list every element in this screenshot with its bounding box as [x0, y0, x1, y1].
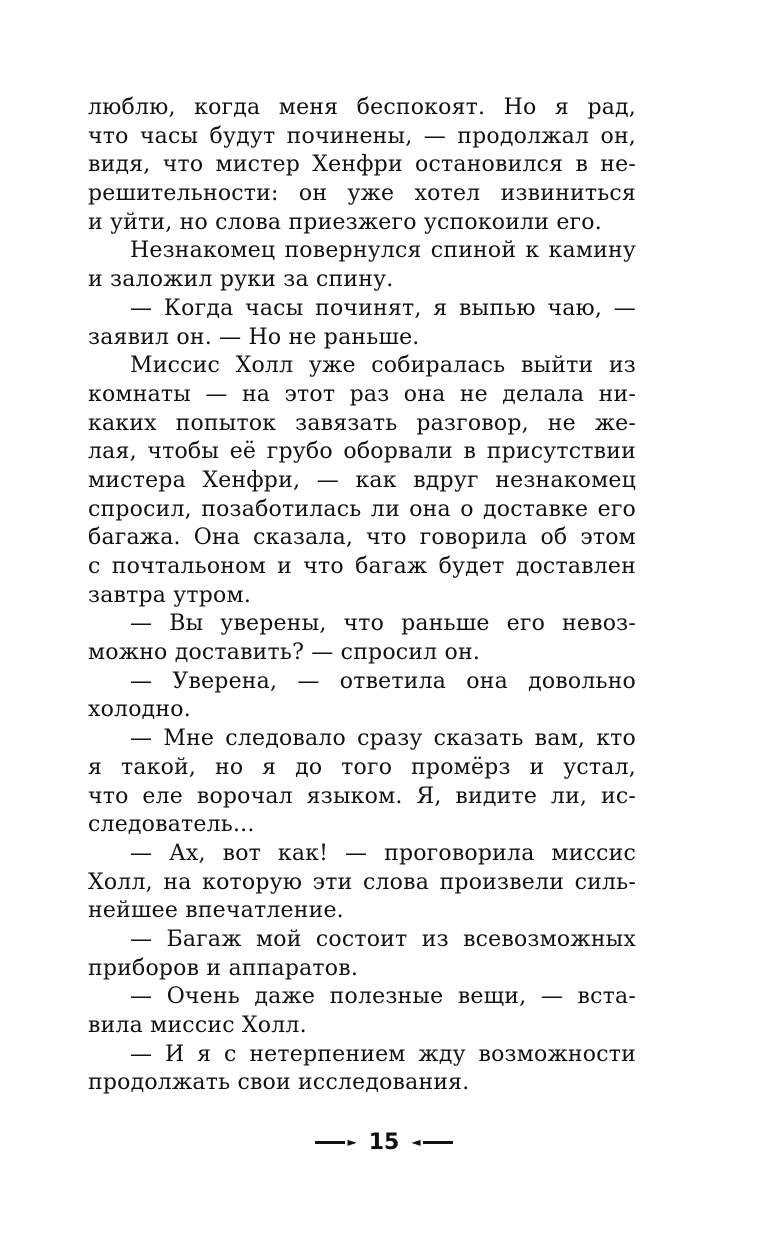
text-line: что еле ворочал языком. Я, видите ли, ис- — [88, 783, 636, 809]
text-line: лая, чтобы её грубо оборвали в присутствии — [88, 439, 636, 465]
text-line: спросил, позаботилась ли она о доставке его — [88, 496, 636, 522]
text-line: — Ах, вот как! — проговорила миссис — [130, 840, 636, 866]
text-line: нейшее впечатление. — [88, 898, 344, 924]
page-footer — [0, 1126, 768, 1158]
text-line: видя, что мистер Хенфри остановился в не- — [88, 152, 636, 178]
text-line: и уйти, но слова приезжего успокоили его. — [88, 209, 602, 235]
text-line: — Багаж мой состоит из всевозможных — [130, 926, 636, 952]
text-line: — Вы уверены, что раньше его невоз- — [130, 611, 636, 637]
text-line: мистера Хенфри, — как вдруг незнакомец — [88, 467, 636, 493]
text-line: — И я с нетерпением жду возможности — [130, 1041, 636, 1067]
text-line: холодно. — [88, 697, 191, 723]
text-line: Холл, на которую эти слова произвели силь- — [88, 869, 636, 895]
text-line: завтра утром. — [88, 582, 252, 608]
text-line: заявил он. — Но не раньше. — [88, 324, 420, 350]
page-number: 15 — [368, 1129, 400, 1155]
text-line: что часы будут починены, — продолжал он, — [88, 123, 636, 149]
footer-rule-left — [315, 1141, 345, 1144]
text-line: можно доставить? — спросил он. — [88, 640, 481, 666]
text-line: и заложил руки за спину. — [88, 267, 394, 293]
text-line: комнаты — на этот раз она не делала ни- — [88, 381, 636, 407]
text-line: — Уверена, — ответила она довольно — [130, 668, 636, 694]
arrow-left-icon: ◄ — [411, 1135, 421, 1149]
text-line: — Мне следовало сразу сказать вам, кто — [130, 726, 636, 752]
arrow-right-icon: ► — [347, 1135, 357, 1149]
text-line: люблю, когда меня беспокоят. Но я рад, — [88, 95, 636, 120]
text-line: Миссис Холл уже собиралась выйти из — [130, 353, 636, 379]
footer-rule-right — [423, 1141, 453, 1144]
text-line: продолжать свои исследования. — [88, 1070, 470, 1096]
text-line: я такой, но я до того промёрз и устал, — [88, 754, 636, 780]
text-line: Незнакомец повернулся спиной к камину — [130, 238, 636, 264]
text-line: багажа. Она сказала, что говорила об этом — [88, 525, 636, 551]
text-line: с почтальоном и что багаж будет доставлен — [88, 554, 636, 579]
text-line: вила миссис Холл. — [88, 1013, 307, 1038]
text-line: — Когда часы починят, я выпью чаю, — — [130, 295, 636, 321]
text-line: решительности: он уже хотел извиниться — [88, 181, 636, 207]
page-text — [88, 94, 636, 1098]
text-line: следователь... — [88, 812, 255, 838]
text-line: каких попыток завязать разговор, не же- — [88, 410, 636, 436]
text-line: приборов и аппаратов. — [88, 955, 359, 981]
text-line: — Очень даже полезные вещи, — вста- — [130, 984, 636, 1010]
